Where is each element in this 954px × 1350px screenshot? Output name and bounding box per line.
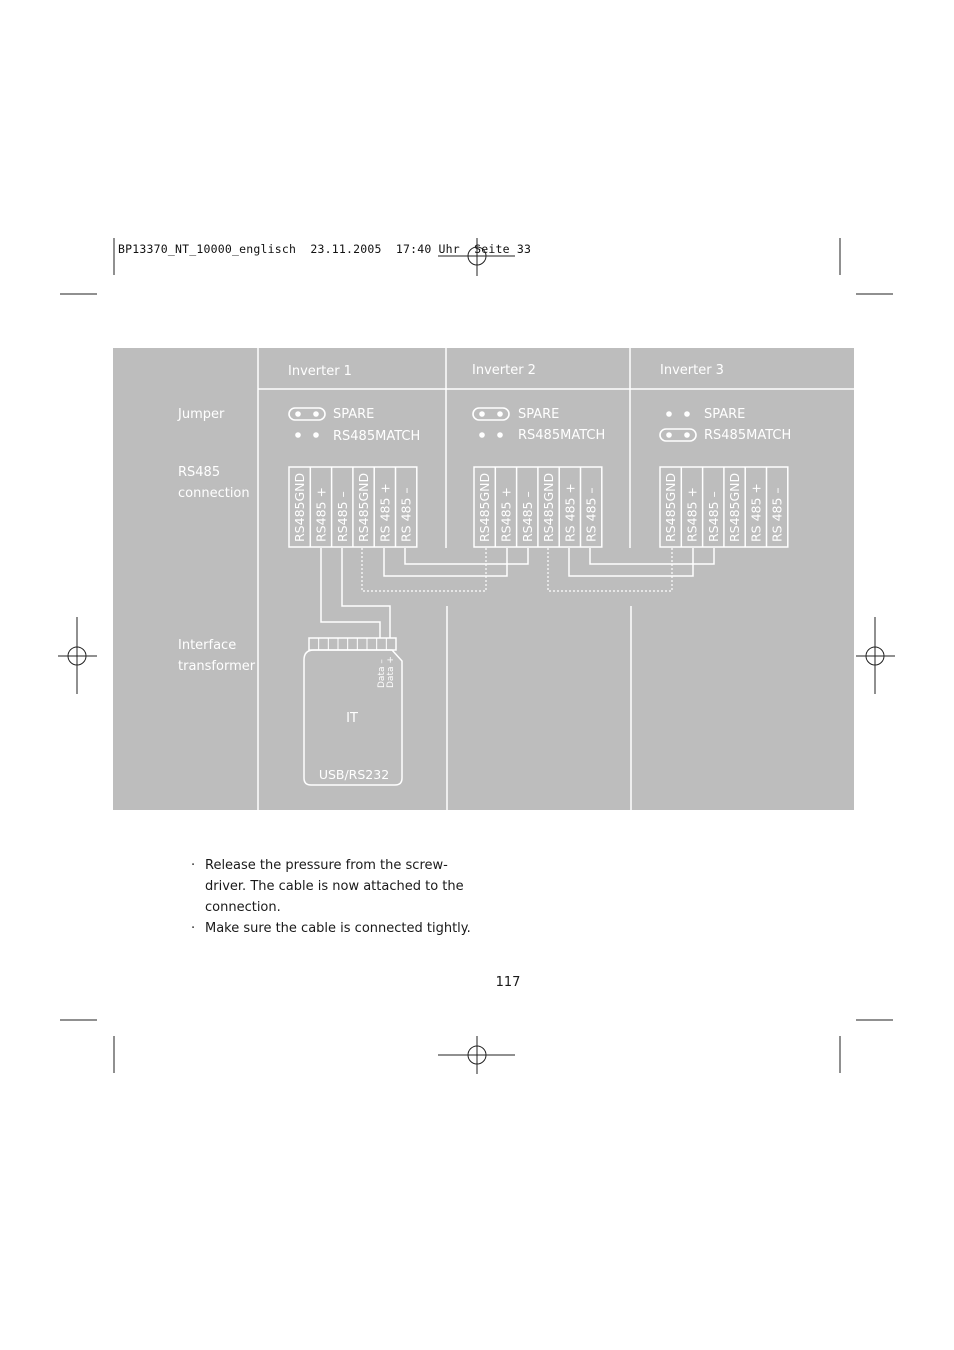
inverter-3-title: Inverter 3 — [660, 363, 724, 378]
inverter-2-spare-label: SPARE — [518, 407, 560, 422]
instruction-text: Release the pressure from the screw-driver. The cable is now attached to the connection. — [205, 858, 464, 915]
inverter-2-title: Inverter 2 — [472, 363, 536, 378]
row-label-connection: connection — [178, 486, 250, 501]
inverter-1-title: Inverter 1 — [288, 364, 352, 379]
inverter-1-spare-label: SPARE — [333, 407, 375, 422]
terminal-label: RS 485 + — [748, 483, 764, 542]
terminal-label: RS 485 – — [769, 487, 785, 542]
data-plus-label: Data + — [386, 656, 396, 688]
terminal-label: RS485 + — [313, 487, 329, 542]
terminal-label: RS485 + — [498, 487, 514, 542]
terminal-label: RS485 – — [705, 491, 721, 542]
terminal-label: RS485 + — [684, 487, 700, 542]
row-label-interface: Interface — [178, 638, 237, 653]
terminal-label: RS 485 – — [398, 487, 414, 542]
terminal-label: RS485GND — [541, 472, 557, 542]
inverter-3-match-label: RS485MATCH — [704, 428, 792, 443]
instruction-item — [188, 855, 488, 918]
data-minus-label: Data – — [377, 659, 387, 688]
instructions-list — [188, 855, 488, 939]
terminal-label: RS485 – — [334, 491, 350, 542]
print-header: BP13370_NT_10000_englisch 23.11.2005 17:40 Uhr Seite 33 — [118, 242, 532, 256]
terminal-label: RS485GND — [477, 472, 493, 542]
inverter-1-match-label: RS485MATCH — [333, 429, 421, 444]
usb-rs232-label: USB/RS232 — [318, 767, 390, 782]
terminal-label: RS 485 + — [562, 483, 578, 542]
bullet: · — [191, 921, 196, 936]
row-label-transformer: transformer — [178, 659, 256, 674]
terminal-label: RS485GND — [727, 472, 743, 542]
row-label-jumper: Jumper — [178, 407, 225, 422]
terminal-label: RS485 – — [519, 491, 535, 542]
inverter-2-match-label: RS485MATCH — [518, 428, 606, 443]
instruction-text: Make sure the cable is connected tightly. — [205, 921, 471, 936]
it-label: IT — [346, 711, 358, 726]
terminal-label: RS 485 + — [377, 483, 393, 542]
page-number: 117 — [495, 975, 521, 990]
inverter-3-spare-label: SPARE — [704, 407, 746, 422]
terminal-label: RS 485 – — [583, 487, 599, 542]
row-label-rs485: RS485 — [178, 465, 221, 480]
terminal-label: RS485GND — [292, 472, 308, 542]
terminal-label: RS485GND — [663, 472, 679, 542]
terminal-label: RS485GND — [356, 472, 372, 542]
bullet: · — [191, 858, 196, 873]
instruction-item — [188, 918, 488, 939]
